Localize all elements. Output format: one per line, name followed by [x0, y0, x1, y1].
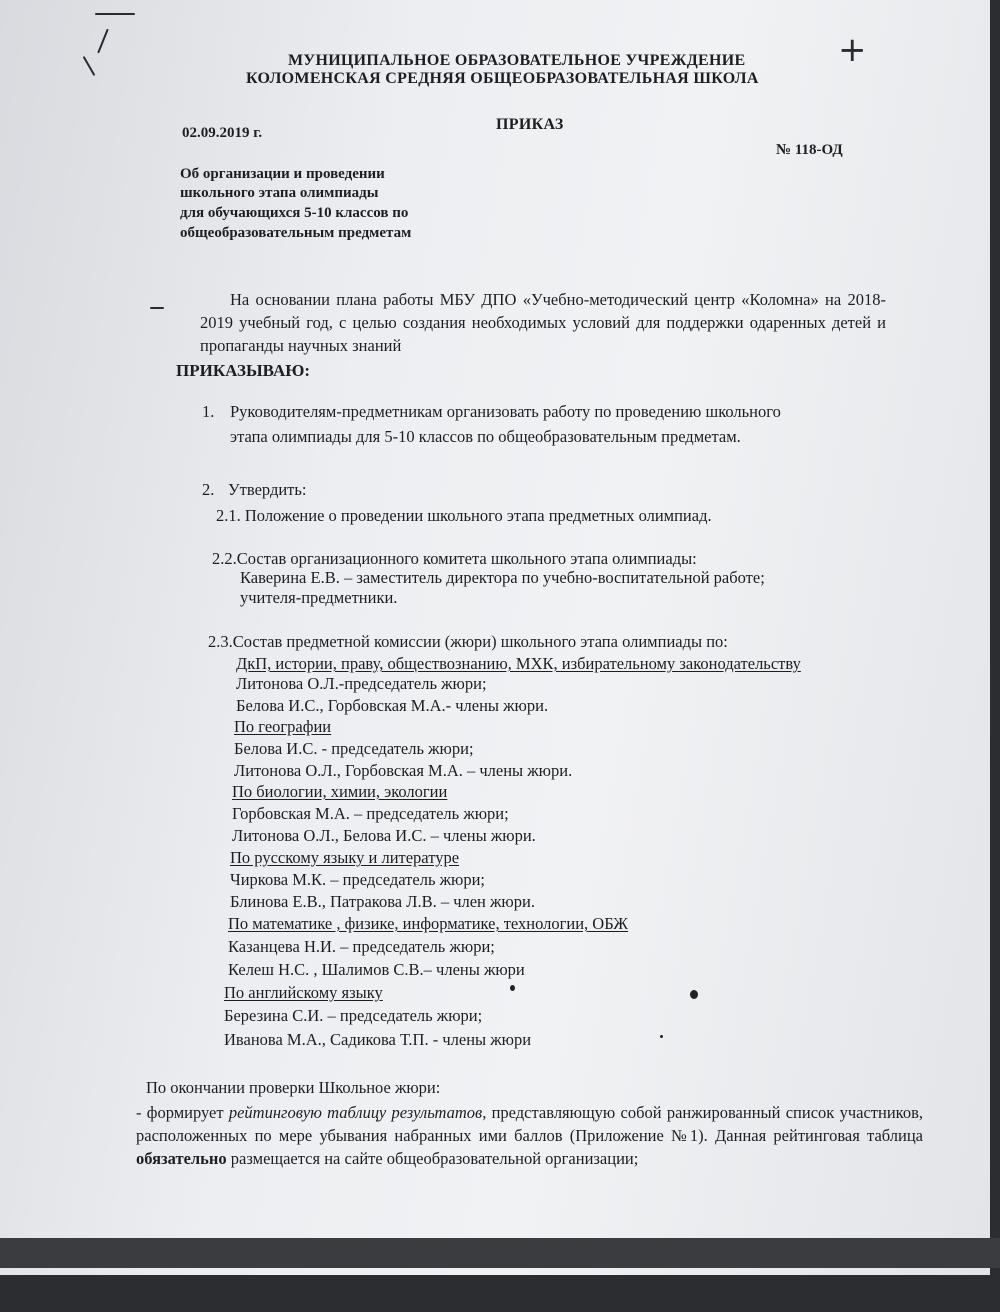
committee-subject: По английскому языку: [224, 983, 383, 1002]
subject-line: школьного этапа олимпиады: [180, 185, 379, 201]
pen-stroke-mark: [83, 56, 96, 76]
item2-3-title: 2.3.Состав предметной комиссии (жюри) школьного этапа олимпиады по:: [208, 632, 728, 651]
committee-members: Келеш Н.С. , Шалимов С.В.– члены жюри: [228, 960, 525, 979]
committee-members: Белова И.С., Горбовская М.А.- члены жюри.: [236, 696, 549, 715]
closing-text-a: , представляющую собой ранжированный список участников, расположенных по мере убывания набранных ими баллов (Приложение №1). Данная рейтинговая таблица: [136, 1103, 923, 1145]
pen-stroke-mark: [95, 13, 135, 15]
committee-members: Иванова М.А., Садикова Т.П. - члены жюри: [224, 1030, 532, 1049]
subject-line: Об организации и проведении: [180, 166, 385, 182]
pen-corner-mark: +: [838, 30, 867, 70]
item2-number: 2.: [202, 480, 215, 499]
preamble-paragraph: [200, 288, 886, 357]
page-bottom-edge: [0, 1238, 1000, 1268]
committee-members: Литонова О.Л., Белова И.С. – члены жюри.: [232, 826, 536, 845]
ink-speck: [510, 985, 515, 991]
rating-table-term: рейтинговую таблицу результатов: [228, 1103, 483, 1122]
ink-speck: [690, 990, 698, 999]
committee-chair: Чиркова М.К. – председатель жюри;: [230, 870, 485, 889]
committee-subject: ДкП, истории, праву, обществознанию, МХК, избирательному законодательству: [236, 654, 801, 673]
committee-subject: По русскому языку и литературе: [230, 848, 460, 867]
item1-number: 1.: [202, 402, 215, 421]
committee-chair: Белова И.С. - председатель жюри;: [234, 739, 474, 758]
org-name-line1: МУНИЦИПАЛЬНОЕ ОБРАЗОВАТЕЛЬНОЕ УЧРЕЖДЕНИЕ: [288, 52, 746, 69]
subject-line: общеобразовательным предметам: [180, 225, 412, 241]
pen-stroke-mark: [97, 29, 109, 54]
document-number: № 118-ОД: [776, 142, 843, 158]
committee-chair: Березина С.И. – председатель жюри;: [224, 1006, 483, 1025]
closing-text-b: размещается на сайте общеобразовательной организации;: [226, 1149, 639, 1168]
orgcommittee-member: учителя-предметники.: [240, 588, 398, 607]
document-type: ПРИКАЗ: [496, 116, 564, 133]
committee-chair: Горбовская М.А. – председатель жюри;: [232, 804, 509, 823]
committee-members: Блинова Е.В., Патракова Л.В. – член жюри.: [230, 892, 535, 911]
item2-2-title: 2.2.Состав организационного комитета школьного этапа олимпиады:: [212, 549, 697, 568]
item2-label: Утвердить:: [228, 480, 307, 499]
item1-line: Руководителям-предметникам организовать работу по проведению школьного: [230, 402, 781, 421]
preamble-text: На основании плана работы МБУ ДПО «Учебно-методический центр «Коломна» на 2018-2019 учебный год, с целью создания необходимых условий для поддержки одаренных детей и пропаганды научных знаний: [200, 290, 886, 355]
mandatory-term: обязательно: [136, 1149, 227, 1168]
document-date: 02.09.2019 г.: [182, 125, 263, 141]
committee-subject: По географии: [234, 717, 332, 736]
ink-speck: [660, 1035, 663, 1038]
org-name-line2: КОЛОМЕНСКАЯ СРЕДНЯЯ ОБЩЕОБРАЗОВАТЕЛЬНАЯ ШКОЛА: [246, 70, 759, 87]
item2-1-text: 2.1. Положение о проведении школьного этапа предметных олимпиад.: [216, 506, 712, 525]
committee-subject: По биологии, химии, экологии: [232, 782, 448, 801]
orgcommittee-member: Каверина Е.В. – заместитель директора по учебно-воспитательной работе;: [240, 568, 765, 587]
subject-line: для обучающихся 5-10 классов по: [180, 205, 409, 221]
closing-intro: По окончании проверки Школьное жюри:: [146, 1078, 441, 1097]
committee-chair: Литонова О.Л.-председатель жюри;: [236, 674, 487, 693]
committee-members: Литонова О.Л., Горбовская М.А. – члены жюри.: [234, 761, 573, 780]
closing-dash: - формирует: [136, 1103, 229, 1122]
committee-chair: Казанцева Н.И. – председатель жюри;: [228, 937, 495, 956]
order-word: ПРИКАЗЫВАЮ:: [176, 361, 311, 380]
closing-paragraph: [136, 1101, 923, 1170]
pen-stroke-mark: [150, 307, 164, 309]
item1-line: этапа олимпиады для 5-10 классов по общеобразовательным предметам.: [230, 427, 741, 446]
committee-subject: По математике , физике, информатике, технологии, ОБЖ: [228, 914, 629, 933]
